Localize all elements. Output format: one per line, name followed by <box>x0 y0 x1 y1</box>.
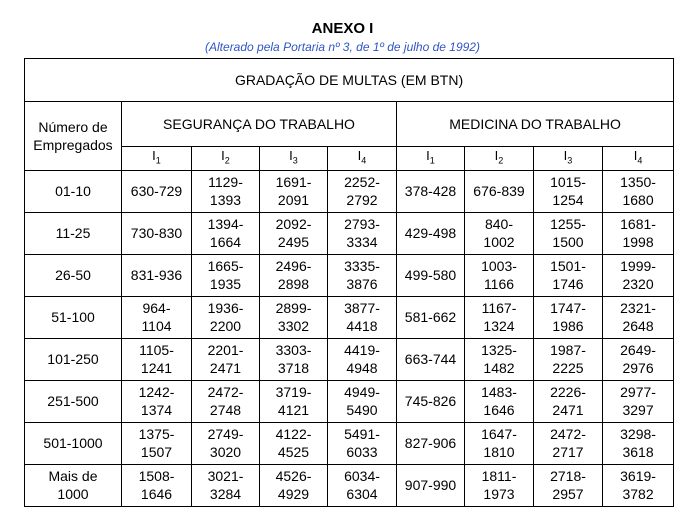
table-cell: 1501- 1746 <box>534 254 603 296</box>
table-cell: 2749- 3020 <box>192 422 260 464</box>
sub-header-letter: I <box>633 148 638 163</box>
row-label: 101-250 <box>25 338 122 380</box>
table-cell: 2321- 2648 <box>603 296 674 338</box>
table-cell: 1691- 2091 <box>260 170 328 212</box>
sub-header-cell <box>260 147 328 171</box>
table-cell: 1242- 1374 <box>122 380 192 422</box>
table-row <box>25 254 674 296</box>
table-cell: 1105- 1241 <box>122 338 192 380</box>
table-cell: 3335- 3876 <box>328 254 397 296</box>
sub-header-cell <box>192 147 260 171</box>
table-cell: 4526- 4929 <box>260 464 328 506</box>
sub-header-index: 1 <box>429 155 435 166</box>
table-cell: 1167- 1324 <box>465 296 534 338</box>
table-cell: 907-990 <box>397 464 465 506</box>
sub-header-cell <box>397 147 465 171</box>
sub-header-cell <box>603 147 674 171</box>
table-cell: 1681- 1998 <box>603 212 674 254</box>
sub-header-letter: I <box>357 148 362 163</box>
sub-header-index: 3 <box>567 155 573 166</box>
table-cell: 1665- 1935 <box>192 254 260 296</box>
sub-header-index: 1 <box>155 155 161 166</box>
table-cell: 2226- 2471 <box>534 380 603 422</box>
table-cell: 2793- 3334 <box>328 212 397 254</box>
table-row <box>25 380 674 422</box>
table-cell: 1987- 2225 <box>534 338 603 380</box>
table-cell: 1394- 1664 <box>192 212 260 254</box>
table-cell: 1747- 1986 <box>534 296 603 338</box>
table-cell: 2718- 2957 <box>534 464 603 506</box>
row-label: 01-10 <box>25 170 122 212</box>
table-cell: 1003- 1166 <box>465 254 534 296</box>
sub-header-index: 3 <box>292 155 298 166</box>
table-cell: 745-826 <box>397 380 465 422</box>
table-cell: 2201- 2471 <box>192 338 260 380</box>
table-cell: 3298- 3618 <box>603 422 674 464</box>
table-cell: 730-830 <box>122 212 192 254</box>
table-cell: 3303- 3718 <box>260 338 328 380</box>
table-cell: 1647- 1810 <box>465 422 534 464</box>
table-cell: 3021- 3284 <box>192 464 260 506</box>
table-cell: 1811- 1973 <box>465 464 534 506</box>
table-cell: 2649- 2976 <box>603 338 674 380</box>
sub-header-cell <box>122 147 192 171</box>
table-cell: 2472- 2717 <box>534 422 603 464</box>
table-cell: 5491- 6033 <box>328 422 397 464</box>
row-label: 501-1000 <box>25 422 122 464</box>
sub-header-cell <box>465 147 534 171</box>
sub-header-letter: I <box>494 148 499 163</box>
table-cell: 663-744 <box>397 338 465 380</box>
table-cell: 499-580 <box>397 254 465 296</box>
sub-header-row <box>25 147 674 171</box>
table-cell: 2092- 2495 <box>260 212 328 254</box>
sub-header-index: 4 <box>637 155 643 166</box>
table-row <box>25 170 674 212</box>
table-cell: 378-428 <box>397 170 465 212</box>
table-row <box>25 296 674 338</box>
table-cell: 1483- 1646 <box>465 380 534 422</box>
fines-table <box>24 58 674 507</box>
sub-header-index: 4 <box>361 155 367 166</box>
sub-header-letter: I <box>426 148 430 163</box>
table-cell: 1255- 1500 <box>534 212 603 254</box>
table-cell: 3719- 4121 <box>260 380 328 422</box>
row-label: 11-25 <box>25 212 122 254</box>
table-cell: 1936- 2200 <box>192 296 260 338</box>
table-cell: 1508- 1646 <box>122 464 192 506</box>
table-cell: 2899- 3302 <box>260 296 328 338</box>
row-label: 26-50 <box>25 254 122 296</box>
row-label: Mais de 1000 <box>25 464 122 506</box>
sub-header-letter: I <box>152 148 156 163</box>
group-header-medicina: MEDICINA DO TRABALHO <box>397 102 674 147</box>
table-cell: 1999- 2320 <box>603 254 674 296</box>
table-cell: 1375- 1507 <box>122 422 192 464</box>
table-cell: 964- 1104 <box>122 296 192 338</box>
table-cell: 1350- 1680 <box>603 170 674 212</box>
table-cell: 1015- 1254 <box>534 170 603 212</box>
table-cell: 4949- 5490 <box>328 380 397 422</box>
table-cell: 2472- 2748 <box>192 380 260 422</box>
table-cell: 4419- 4948 <box>328 338 397 380</box>
row-header: Número de Empregados <box>25 102 122 171</box>
table-cell: 6034- 6304 <box>328 464 397 506</box>
table-cell: 1325- 1482 <box>465 338 534 380</box>
table-cell: 4122- 4525 <box>260 422 328 464</box>
table-cell: 3877- 4418 <box>328 296 397 338</box>
table-row <box>25 464 674 506</box>
sub-header-letter: I <box>221 148 225 163</box>
document-subtitle: (Alterado pela Portaria nº 3, de 1º de julho de 1992) <box>205 40 480 54</box>
table-cell: 2252- 2792 <box>328 170 397 212</box>
table-body <box>25 170 674 506</box>
table-cell: 3619- 3782 <box>603 464 674 506</box>
group-header-seguranca: SEGURANÇA DO TRABALHO <box>122 102 397 147</box>
table-row <box>25 422 674 464</box>
sub-header-letter: I <box>563 148 568 163</box>
row-label: 251-500 <box>25 380 122 422</box>
table-cell: 831-936 <box>122 254 192 296</box>
table-cell: 1129- 1393 <box>192 170 260 212</box>
table-cell: 840- 1002 <box>465 212 534 254</box>
table-cell: 676-839 <box>465 170 534 212</box>
table-row <box>25 212 674 254</box>
table-cell: 2496- 2898 <box>260 254 328 296</box>
sub-header-cell <box>328 147 397 171</box>
table-cell: 630-729 <box>122 170 192 212</box>
table-main-header: GRADAÇÃO DE MULTAS (EM BTN) <box>25 59 674 102</box>
document-title: ANEXO I <box>311 20 374 37</box>
table-cell: 429-498 <box>397 212 465 254</box>
table-cell: 827-906 <box>397 422 465 464</box>
row-label: 51-100 <box>25 296 122 338</box>
sub-header-index: 2 <box>224 155 230 166</box>
table-cell: 581-662 <box>397 296 465 338</box>
table-cell: 2977- 3297 <box>603 380 674 422</box>
sub-header-letter: I <box>289 148 293 163</box>
table-row <box>25 338 674 380</box>
sub-header-cell <box>534 147 603 171</box>
sub-header-index: 2 <box>498 155 504 166</box>
